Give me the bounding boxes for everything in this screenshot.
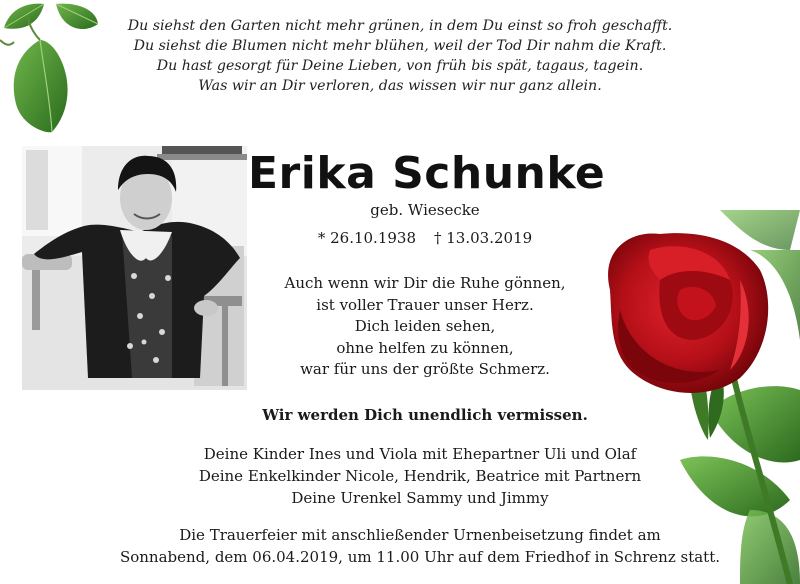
verse [250,273,600,381]
birth-date: * 26.10.1938 [317,229,416,247]
verse-line: ist voller Trauer unser Herz. [316,295,534,314]
farewell-line: Wir werden Dich unendlich vermissen. [262,406,588,424]
poem-line: Du hast gesorgt für Deine Lieben, von früh bis spät, tagaus, tagein. [156,58,644,74]
poem-line: Was wir an Dir verloren, das wissen wir nur ganz allein. [198,78,602,94]
poem-line: Du siehst den Garten nicht mehr grünen, in dem Du einst so froh geschafft. [127,18,673,34]
ceremony-line: Die Trauerfeier mit anschließender Urnenbeisetzung findet am [179,526,661,544]
death-date: † 13.03.2019 [434,229,533,247]
portrait-photo [22,146,247,390]
verse-line: Auch wenn wir Dir die Ruhe gönnen, [284,274,566,292]
life-dates [280,228,570,248]
deceased-name: Erika Schunke [248,148,606,199]
verse-line: war für uns der größte Schmerz. [300,360,550,379]
green-leaves-icon [0,0,110,140]
ceremony-line: Sonnabend, dem 06.04.2019, um 11.00 Uhr auf dem Friedhof in Schrenz statt. [119,548,721,566]
verse-line: Dich leiden sehen, [354,317,496,336]
poem [120,16,680,96]
family-line: Deine Urenkel Sammy und Jimmy [291,489,549,507]
red-rose-icon [590,210,800,584]
family-line: Deine Kinder Ines und Viola mit Ehepartner Uli und Olaf [203,445,637,463]
maiden-name: geb. Wiesecke [370,201,480,219]
verse-line: ohne helfen zu können, [336,338,514,357]
poem-line: Du siehst die Blumen nicht mehr blühen, weil der Tod Dir nahm die Kraft. [133,38,667,54]
family-line: Deine Enkelkinder Nicole, Hendrik, Beatrice mit Partnern [198,467,642,485]
